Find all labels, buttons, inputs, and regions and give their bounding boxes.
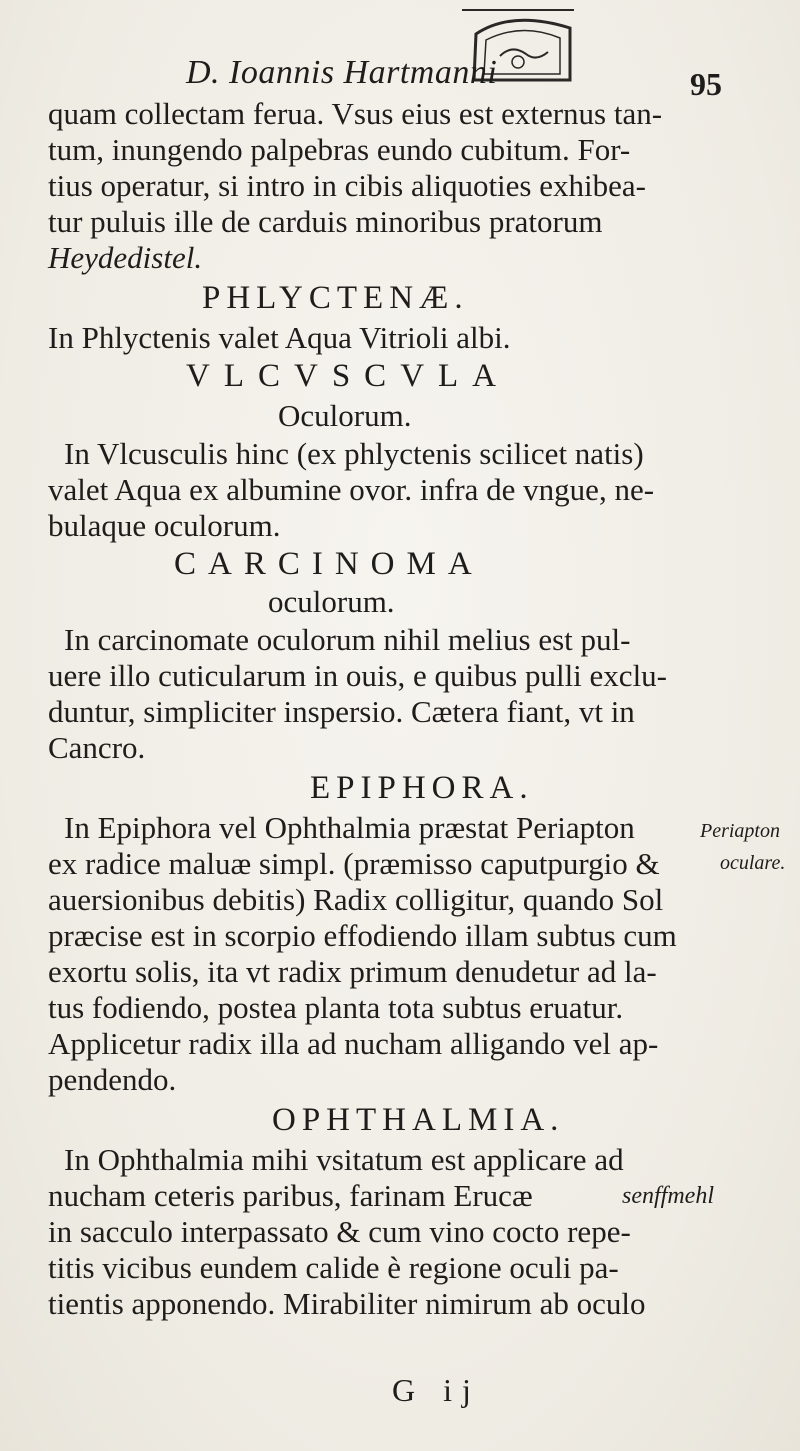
text-line: tum, inungendo palpebras eundo cubitum. For- — [48, 132, 631, 167]
page-number: 95 — [690, 66, 722, 102]
heading-ophthalmia: OPHTHALMIA. — [272, 1102, 565, 1138]
heading-phlyctenae: PHLYCTENÆ. — [202, 280, 469, 316]
text-line: bulaque oculorum. — [48, 508, 281, 543]
text-line: tius operatur, si intro in cibis aliquoties exhibea- — [48, 168, 646, 203]
heading-vlcuscula: VLCVSCVLA — [186, 358, 511, 394]
text-line: In Phlyctenis valet Aqua Vitrioli albi. — [48, 320, 511, 355]
text-line: duntur, simpliciter inspersio. Cætera fiant, vt in — [48, 694, 635, 729]
text-line: tus fodiendo, postea planta tota subtus eruatur. — [48, 990, 624, 1025]
text-line: auersionibus debitis) Radix colligitur, quando Sol — [48, 882, 664, 917]
text-line: ex radice maluæ simpl. (præmisso caputpurgio & — [48, 846, 660, 881]
text-line: tur puluis ille de carduis minoribus pratorum — [48, 204, 603, 239]
text-line: Cancro. — [48, 730, 146, 765]
heading-epiphora: EPIPHORA. — [310, 770, 534, 806]
text-line: In Vlcusculis hinc (ex phlyctenis scilicet natis) — [64, 436, 644, 471]
text-line: præcise est in scorpio effodiendo illam subtus cum — [48, 918, 677, 953]
text-line: titis vicibus eundem calide è regione oculi pa- — [48, 1250, 619, 1285]
margin-note-oculare: oculare. — [720, 852, 786, 874]
margin-note-periapton: Periapton — [700, 820, 780, 842]
running-head: D. Ioannis Hartmanni — [186, 54, 498, 91]
text-line: oculorum. — [268, 584, 395, 619]
text-line: quam collectam ferua. Vsus eius est externus tan- — [48, 96, 663, 131]
text-line: uere illo cuticularum in ouis, e quibus pulli exclu- — [48, 658, 668, 693]
text-line: nucham ceteris paribus, farinam Erucæ — [48, 1178, 533, 1213]
text-line: In carcinomate oculorum nihil melius est pul- — [64, 622, 631, 657]
text-line: in sacculo interpassato & cum vino cocto repe- — [48, 1214, 631, 1249]
heading-carcinoma: CARCINOMA — [174, 546, 484, 582]
text-line: tientis apponendo. Mirabiliter nimirum ab oculo — [48, 1286, 646, 1321]
text-line: exortu solis, ita vt radix primum denudetur ad la- — [48, 954, 657, 989]
text-line: Heydedistel. — [48, 240, 203, 275]
text-line: pendendo. — [48, 1062, 177, 1097]
text-line: Applicetur radix illa ad nucham alligando vel ap- — [48, 1026, 659, 1061]
inline-word-senffmehl: senffmehl — [622, 1183, 714, 1209]
text-line: Oculorum. — [278, 398, 412, 433]
text-line: In Epiphora vel Ophthalmia præstat Periapton — [64, 810, 635, 845]
text-line: valet Aqua ex albumine ovor. infra de vngue, ne- — [48, 472, 655, 507]
signature-mark: G ij — [392, 1372, 481, 1408]
text-line: In Ophthalmia mihi vsitatum est applicare ad — [64, 1142, 624, 1177]
